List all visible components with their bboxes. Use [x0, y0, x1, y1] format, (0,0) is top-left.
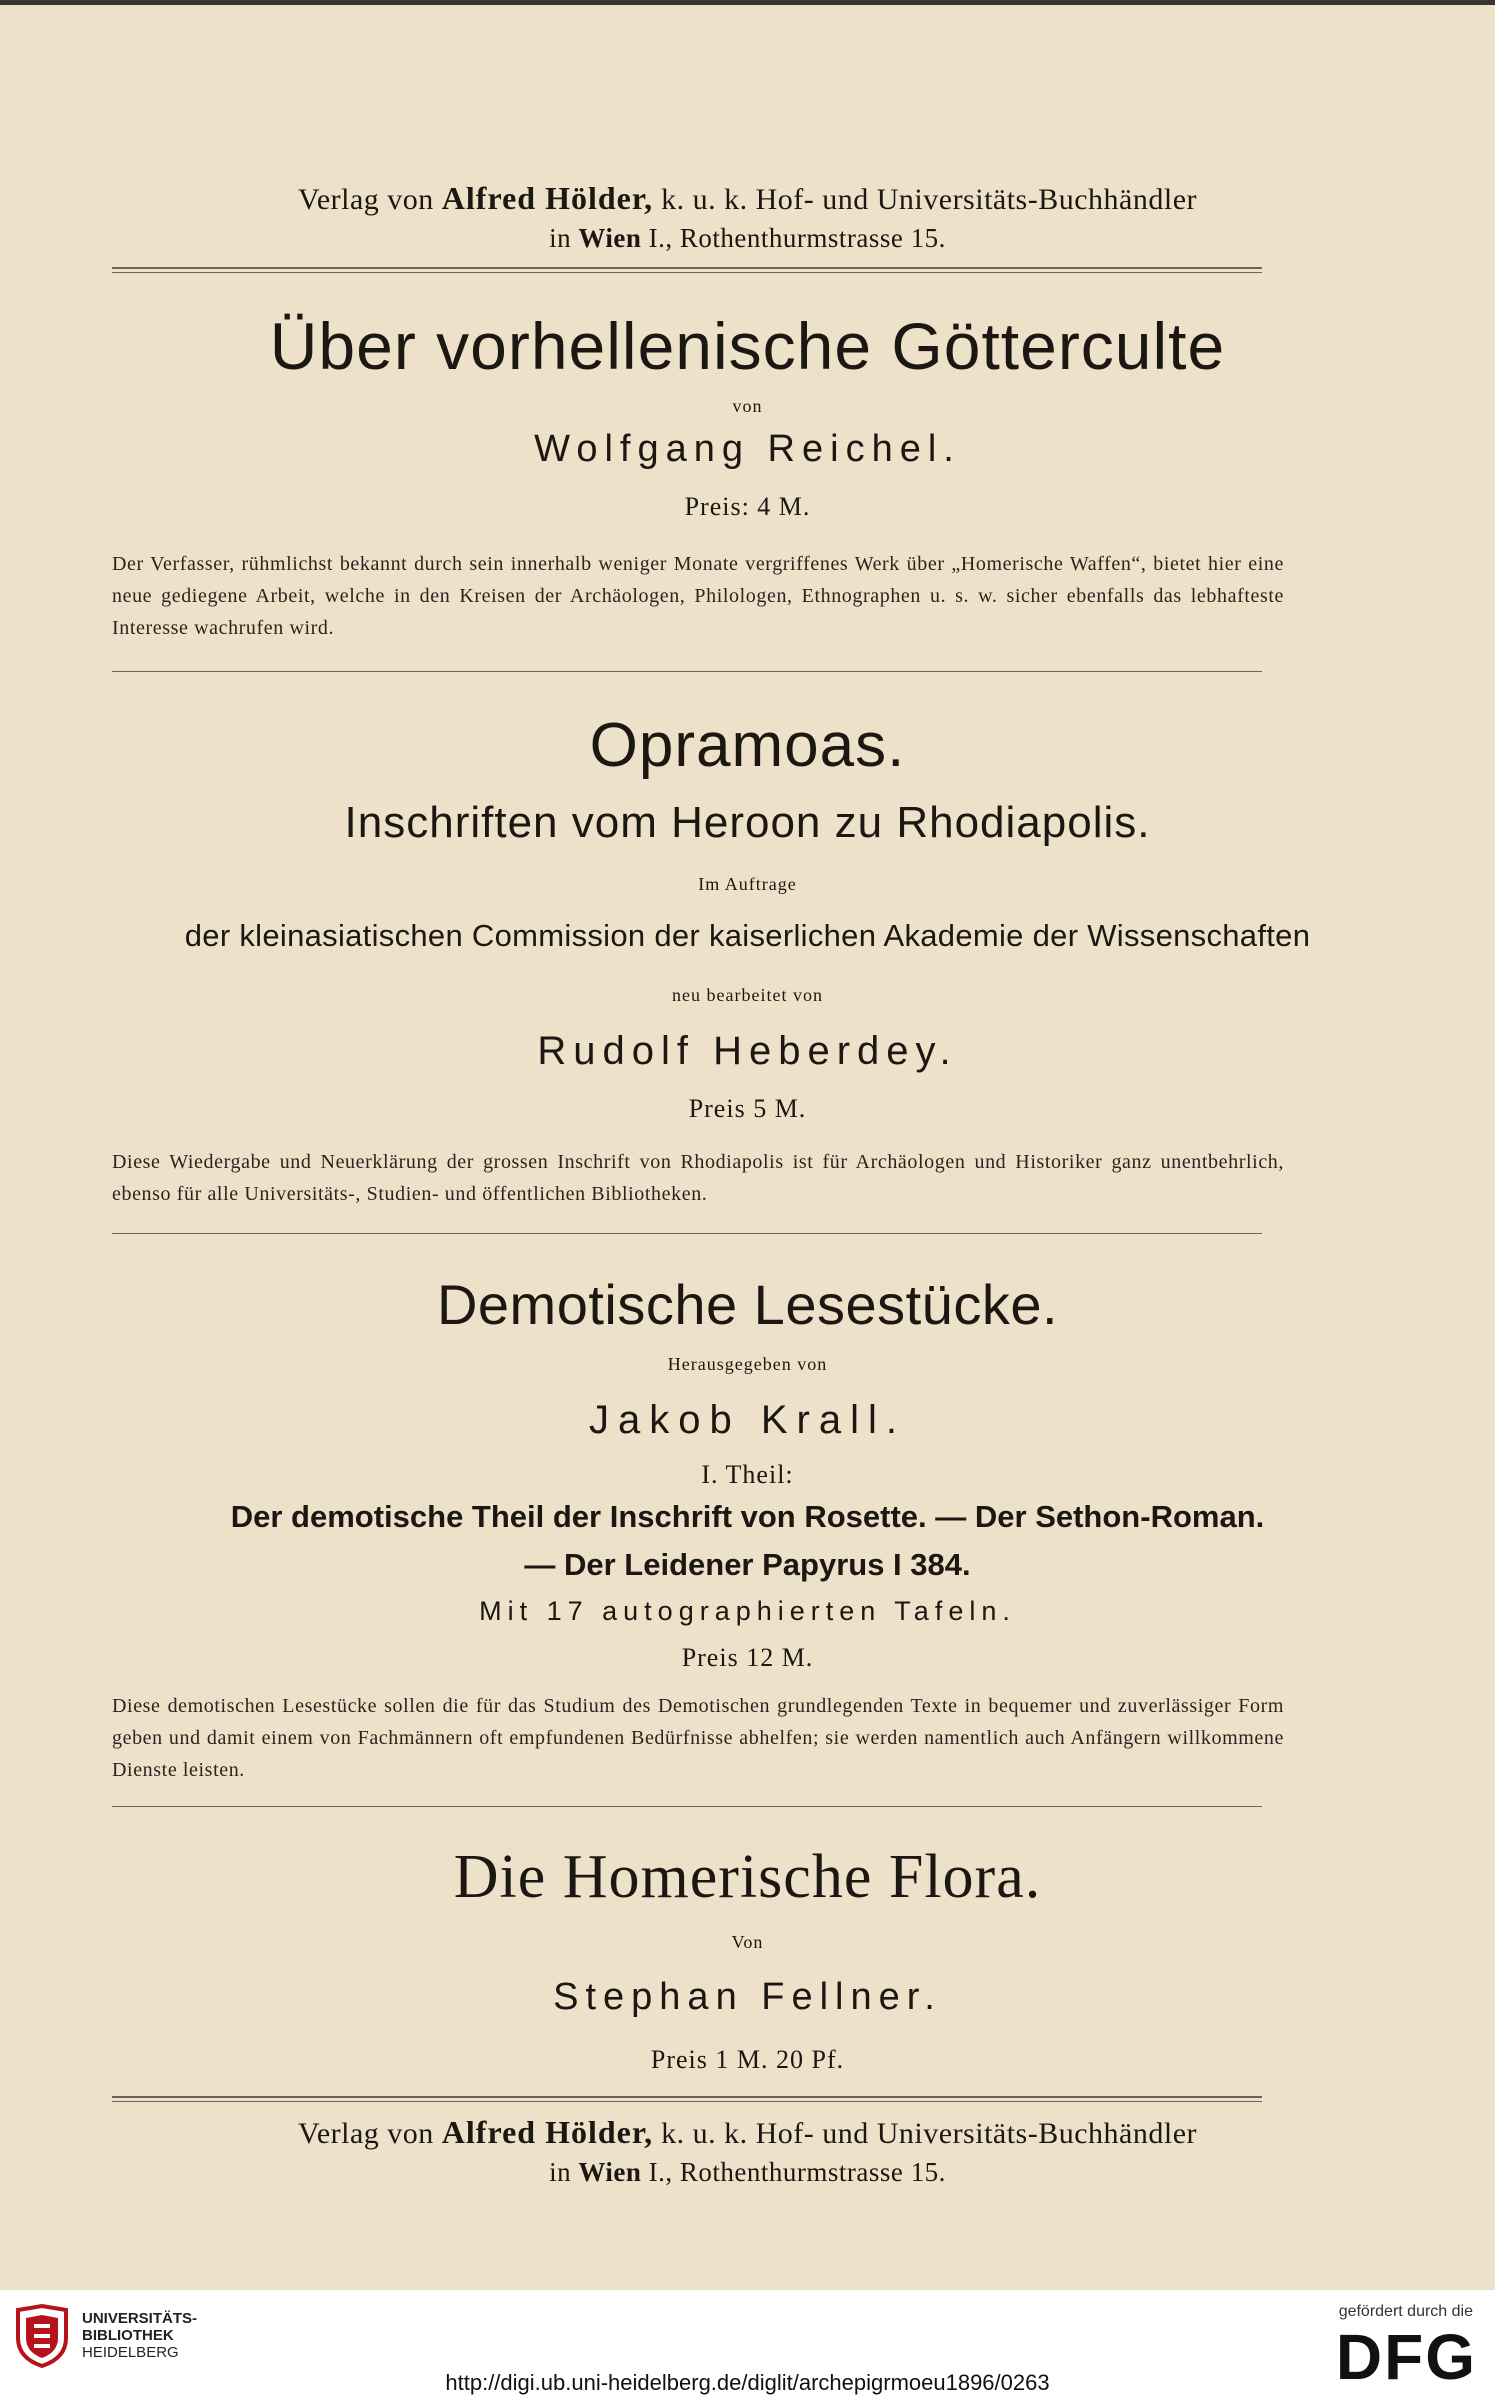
book-by: neu bearbeitet von	[672, 985, 823, 1005]
divider	[112, 267, 1262, 269]
publisher-address-top: in Wien I., Rothenthurmstrasse 15.	[549, 223, 946, 253]
book-price: Preis: 4 M.	[684, 492, 811, 521]
book-plates: Mit 17 autographierten Tafeln.	[479, 1596, 1016, 1626]
book-part: I. Theil:	[701, 1460, 794, 1489]
divider	[112, 1233, 1262, 1234]
divider	[112, 1806, 1262, 1807]
book-contents-line: — Der Leidener Papyrus I 384.	[524, 1547, 971, 1582]
scan-top-edge	[0, 0, 1495, 5]
book-author: Jakob Krall.	[589, 1398, 906, 1442]
book-description: Der Verfasser, rühmlichst bekannt durch sein innerhalb weniger Monate vergriffenes Werk über „Homerische Waffen“, bietet hier eine neue gediegene Arbeit, welche in den Kreisen der Archäologen, Philologen, Ethnographen u. s. w. sicher ebenfalls das lebhafteste Interesse wachrufen wird.	[112, 553, 1284, 639]
commission-intro: Im Auftrage	[698, 874, 797, 894]
book-by: Herausgegeben von	[667, 1354, 828, 1374]
book-price: Preis 1 M. 20 Pf.	[650, 2045, 845, 2074]
book-subtitle: Inschriften vom Heroon zu Rhodiapolis.	[344, 798, 1151, 847]
library-name: UNIVERSITÄTS- BIBLIOTHEK HEIDELBERG	[82, 2310, 198, 2361]
book-author: Stephan Fellner.	[553, 1976, 942, 2018]
book-description: Diese Wiedergabe und Neuerklärung der grossen Inschrift von Rhodiapolis ist für Archäologen und Historiker ganz unentbehrlich, ebenso für alle Universitäts-, Studien- und öffentlichen Bibliotheken.	[112, 1151, 1284, 1205]
source-url[interactable]: http://digi.ub.uni-heidelberg.de/diglit/archepigrmoeu1896/0263	[445, 2370, 1050, 2395]
book-price: Preis 5 M.	[688, 1094, 807, 1123]
publisher-address-bottom: in Wien I., Rothenthurmstrasse 15.	[549, 2157, 946, 2187]
book-price: Preis 12 M.	[681, 1643, 814, 1672]
book-by: von	[732, 396, 763, 416]
book-title: Opramoas.	[589, 711, 906, 780]
book-contents-line: Der demotische Theil der Inschrift von Rosette. — Der Sethon-Roman.	[230, 1499, 1265, 1534]
publisher-line-bottom: Verlag von Alfred Hölder, k. u. k. Hof- und Universitäts-Buchhändler	[297, 2114, 1198, 2150]
book-by: Von	[731, 1932, 764, 1952]
funding-note: gefördert durch die	[1338, 2303, 1473, 2320]
publisher-line-top: Verlag von Alfred Hölder, k. u. k. Hof- und Universitäts-Buchhändler	[297, 180, 1198, 216]
book-description: Diese demotischen Lesestücke sollen die für das Studium des Demotischen grundlegenden Texte in bequemer und zuverlässiger Form geben und damit einem von Fachmännern oft empfundenen Bedürfnisse abhelfen; sie werden namentlich auch Anfängern willkommene Dienste leisten.	[112, 1695, 1284, 1781]
divider	[112, 671, 1262, 672]
dfg-logo: DFG	[1335, 2321, 1477, 2393]
book-title: Demotische Lesestücke.	[436, 1273, 1059, 1336]
university-library-logo-icon	[12, 2302, 72, 2370]
book-author: Wolfgang Reichel.	[534, 428, 961, 470]
publisher-name: Alfred Hölder,	[441, 180, 654, 216]
divider	[112, 2096, 1262, 2098]
publisher-name: Alfred Hölder,	[441, 2114, 654, 2150]
book-title: Über vorhellenische Götterculte	[269, 309, 1226, 383]
book-title: Die Homerische Flora.	[453, 1843, 1042, 1911]
book-author: Rudolf Heberdey.	[537, 1029, 958, 1073]
commission-name: der kleinasiatischen Commission der kaiserlichen Akademie der Wissenschaften	[184, 918, 1311, 953]
